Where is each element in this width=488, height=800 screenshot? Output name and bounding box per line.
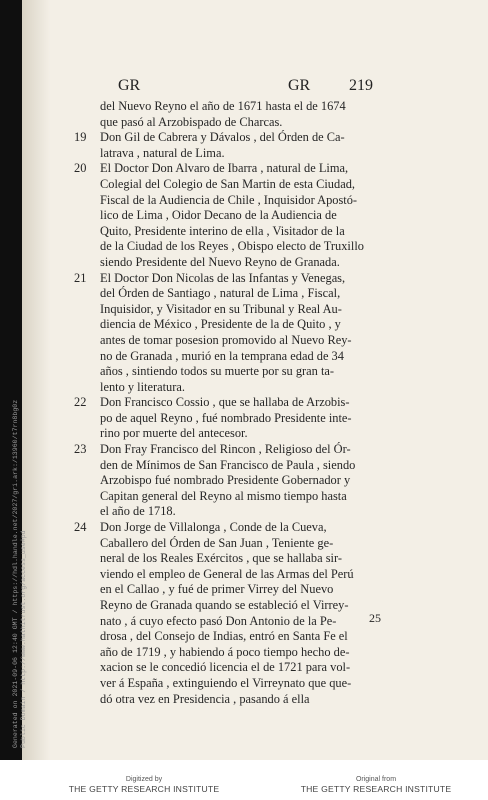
text-line: nato , á cuyo efecto pasó Don Antonio de la Pe- [100,613,337,628]
text-line: rino por muerte del antecesor. [100,426,248,441]
text-line: Inquisidor, y Visitador en su Tribunal y Real Au- [100,301,342,316]
hathitrust-margin [0,0,27,760]
footer-institution: THE GETTY RESEARCH INSTITUTE [68,784,220,794]
text-line: lico de Lima , Oidor Decano de la Audiencia de [100,208,337,223]
text-line: Don Jorge de Villalonga , Conde de la Cueva, [100,520,327,535]
footer-original-from [276,775,476,794]
text-line: en el Callao , y fué de primer Virrey del Nuevo [100,582,334,597]
page-body-text [74,99,400,707]
text-line: den de Mínimos de San Francisco de Paula , siendo [100,457,356,472]
text-line: Fiscal de la Audiencia de Chile , Inquisidor Apostó- [100,192,358,207]
entry [74,395,400,442]
running-header [22,77,488,97]
text-line: año de 1719 , y habiendo á poco tiempo hecho de- [100,644,350,659]
text-line: neral de los Reales Exércitos , que se hallaba sir- [100,551,342,566]
text-line: Arzobispo fué nombrado Presidente Gobernador y [100,473,351,488]
text-line: Reyno de Granada quando se estableció el Virrey- [100,598,349,612]
text-line: ver á España , extinguiendo el Virreynato que que- [100,675,352,690]
text-line: antes de tomar posesion promovido al Nuevo Rey- [100,332,352,347]
page-number: 219 [349,77,373,94]
text-line: po de aquel Reyno , fué nombrado Presidente inte- [100,410,352,425]
margin-notice [12,0,28,748]
text-line: del Órden de Santiago , natural de Lima , Fiscal, [100,286,341,301]
entry-number: 24 [74,520,87,535]
text-line: Don Francisco Cossio , que se hallaba de Arzobis- [100,395,350,410]
text-line: drosa , del Consejo de Indias, entró en Santa Fe el [100,629,348,644]
text-line: Don Fray Francisco del Rincon , Religioso del Ór- [100,442,351,457]
text-line: xacion se le concedió licencia el de 1721 para vol- [100,660,351,675]
text-line: del Nuevo Reyno el año de 1671 hasta el de 1674 [100,99,346,113]
entry-number: 19 [74,130,87,145]
text-line: no de Granada , murió en la temprana edad de 34 [100,348,344,363]
text-line: viendo el empleo de General de las Armas del Perú [100,566,354,581]
entry [74,520,400,707]
text-line: el año de 1718. [100,504,176,519]
header-left-keyword: GR [118,77,141,94]
text-line: de la Ciudad de los Reyes , Obispo electo de Truxillo [100,239,364,254]
text-line: Colegial del Colegio de San Martin de esta Ciudad, [100,176,355,191]
entry-number: 20 [74,161,87,176]
text-line: dó otra vez en Presidencia , pasando á ella [100,691,310,706]
text-line: que pasó al Arzobispado de Charcas. [100,114,283,129]
text-line: siendo Presidente del Nuevo Reyno de Granada. [100,254,340,269]
footer-label: Original from [355,776,397,783]
text-line: Don Gil de Cabrera y Dávalos , del Órden de Ca- [100,130,345,145]
entry [74,270,400,396]
footer-digitized-by [44,775,244,794]
header-center-keyword: GR [288,77,311,94]
entry-number: 22 [74,395,87,410]
book-page [22,0,488,760]
text-line: latrava , natural de Lima. [100,145,225,160]
text-line: diencia de México , Presidente de la de Quito , y [100,317,341,332]
text-line: El Doctor Don Alvaro de Ibarra , natural de Lima, [100,161,349,176]
footer-label: Digitized by [125,776,163,783]
text-line: lento y literatura. [100,379,185,394]
text-line: El Doctor Don Nicolas de las Infantas y Venegas, [100,270,346,285]
text-line: Caballero del Órden de San Juan , Teniente ge- [100,535,334,550]
footer-institution: THE GETTY RESEARCH INSTITUTE [300,784,452,794]
margin-notice-line: Generated on 2021-09-06 12:40 GMT / https://hdl.handle.net/2027/gri.ark:/13960/t7rn8bg0z [12,399,19,748]
entry [74,161,400,270]
entry-number: 21 [74,270,87,285]
text-line: Quito, Presidente interino de ella , Visitador de la [100,223,345,238]
text-line: Capitan general del Reyno al mismo tiempo hasta [100,488,347,503]
entry-number: 23 [74,442,87,457]
entry [74,130,400,161]
entry [100,99,400,130]
margin-notice-line: Public Domain / http://www.hathitrust.org/access_use#pd [20,530,27,748]
catchword: 25 [369,611,381,625]
entry [74,442,400,520]
text-line: años , sintiendo todos su muerte por su gran ta- [100,364,335,379]
